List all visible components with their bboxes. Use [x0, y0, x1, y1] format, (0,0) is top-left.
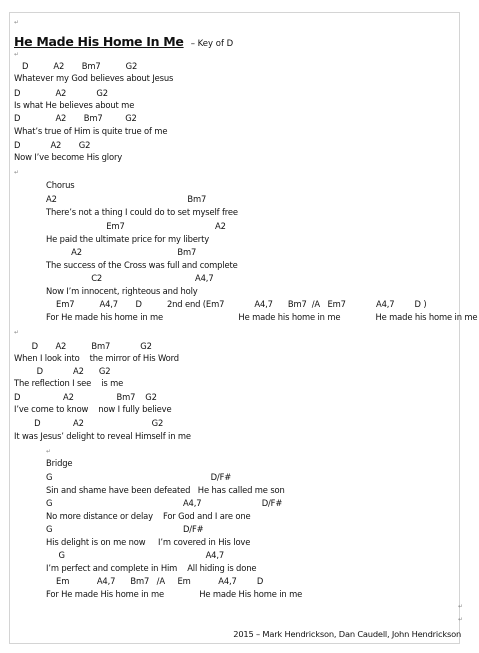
verse1-chords-2: D A2 G2	[14, 88, 108, 98]
chorus-lyric-3: The success of the Cross was full and complete	[46, 260, 238, 270]
format-mark-icon: ↵	[46, 448, 52, 455]
chorus-chords-4: C2 A4,7	[46, 273, 214, 283]
verse2-lyric-3: I’ve come to know now I fully believe	[14, 404, 172, 414]
bridge-chords-4: G A4,7	[46, 550, 225, 560]
chorus-tag-chords: Em7 A4,7 D 2nd end (Em7 A4,7 Bm7 /A Em7 A4,7 D )	[46, 299, 427, 309]
chorus-label: Chorus	[46, 180, 75, 190]
verse2-chords-2: D A2 G2	[14, 366, 111, 376]
chorus-lyric-4: Now I’m innocent, righteous and holy	[46, 286, 198, 296]
bridge-tag-chords: Em A4,7 Bm7 /A Em A4,7 D	[46, 576, 264, 586]
bridge-chords-2: G A4,7 D/F#	[46, 498, 283, 508]
chorus-lyric-1: There’s not a thing I could do to set myself free	[46, 207, 238, 217]
verse2-lyric-4: It was Jesus’ delight to reveal Himself in me	[14, 431, 191, 441]
bridge-lyric-4: I’m perfect and complete in Him All hiding is done	[46, 563, 257, 573]
verse1-lyric-3: What’s true of Him is quite true of me	[14, 126, 168, 136]
chorus-lyric-2: He paid the ultimate price for my liberty	[46, 234, 210, 244]
verse2-lyric-2: The reflection I see is me	[14, 378, 124, 388]
song-credit: 2015 – Mark Hendrickson, Dan Caudell, John Hendrickson	[233, 629, 461, 639]
format-mark-icon: ↵	[458, 603, 464, 610]
song-key: – Key of D	[190, 39, 234, 49]
verse1-chords-3: D A2 Bm7 G2	[14, 113, 137, 123]
verse1-chords-4: D A2 G2	[14, 140, 91, 150]
verse2-chords-3: D A2 Bm7 G2	[14, 392, 157, 402]
song-title-row	[14, 31, 233, 50]
verse1-lyric-1: Whatever my God believes about Jesus	[14, 73, 174, 83]
bridge-chords-3: G D/F#	[46, 524, 204, 534]
verse2-lyric-1: When I look into the mirror of His Word	[14, 353, 179, 363]
format-mark-icon: ↵	[14, 329, 20, 336]
chorus-tag-lyric: For He made his home in me He made his home in me He made his home in me	[46, 312, 478, 322]
chorus-chords-3: A2 Bm7	[46, 247, 197, 257]
verse2-chords-4: D A2 G2	[14, 418, 164, 428]
format-mark-icon: ↵	[458, 616, 464, 623]
bridge-tag-lyric: For He made His home in me He made His home in me	[46, 589, 303, 599]
bridge-lyric-3: His delight is on me now I’m covered in His love	[46, 537, 251, 547]
format-mark-icon: ↵	[14, 19, 20, 26]
bridge-chords-1: G D/F#	[46, 472, 232, 482]
verse1-lyric-4: Now I’ve become His glory	[14, 152, 123, 162]
bridge-lyric-1: Sin and shame have been defeated He has called me son	[46, 485, 285, 495]
verse2-chords-1: D A2 Bm7 G2	[14, 341, 152, 351]
song-title: He Made His Home In Me	[14, 34, 184, 49]
chorus-chords-2: Em7 A2	[46, 221, 226, 231]
bridge-lyric-2: No more distance or delay For God and I are one	[46, 511, 251, 521]
chorus-chords-1: A2 Bm7	[46, 194, 207, 204]
verse1-chords-1: D A2 Bm7 G2	[22, 61, 138, 71]
format-mark-icon: ↵	[14, 169, 20, 176]
verse1-lyric-2: Is what He believes about me	[14, 100, 135, 110]
bridge-label: Bridge	[46, 458, 73, 468]
format-mark-icon: ↵	[14, 51, 20, 58]
